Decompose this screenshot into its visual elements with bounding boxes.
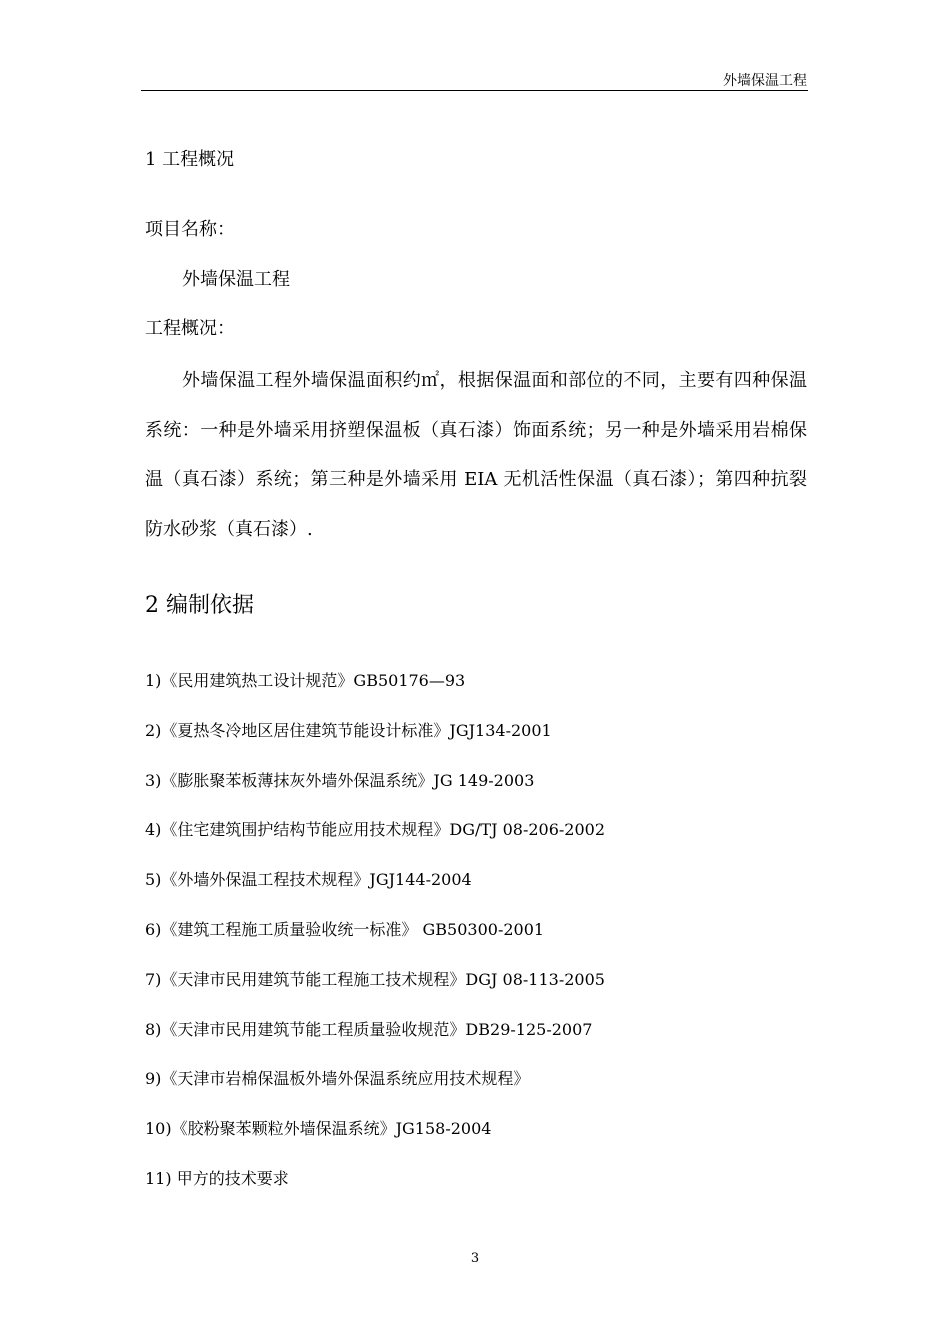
reference-item: 2)《夏热冬冷地区居住建筑节能设计标准》JGJ134-2001: [145, 720, 552, 740]
overview-paragraph: 外墙保温工程外墙保温面积约㎡，根据保温面和部位的不同，主要有四种保温系统：一种是外墙采用挤塑保温板（真石漆）饰面系统；另一种是外墙采用岩棉保温（真石漆）系统；第三种是外墙采用 EIA 无机活性保温（真石漆）；第四种抗裂防水砂浆（真石漆）.: [145, 370, 807, 540]
reference-item: 5)《外墙外保温工程技术规程》JGJ144-2004: [145, 870, 472, 890]
reference-item: 10)《胶粉聚苯颗粒外墙保温系统》JG158-2004: [145, 1119, 492, 1139]
reference-item: 7)《天津市民用建筑节能工程施工技术规程》DGJ 08-113-2005: [145, 969, 605, 989]
reference-item: 3)《膨胀聚苯板薄抹灰外墙外保温系统》JG 149-2003: [145, 770, 535, 790]
reference-item: 8)《天津市民用建筑节能工程质量验收规范》DB29-125-2007: [145, 1019, 593, 1039]
project-name-value: 外墙保温工程: [182, 269, 290, 290]
reference-item: 1)《民用建筑热工设计规范》GB50176—93: [145, 671, 466, 690]
header-title: 外墙保温工程: [723, 73, 807, 89]
page-number: 3: [470, 1251, 480, 1266]
reference-list: [145, 669, 605, 1217]
reference-item: 11) 甲方的技术要求: [145, 1168, 289, 1188]
overview-label: 工程概况：: [145, 318, 235, 339]
section-1-heading: 1 工程概况: [145, 149, 235, 170]
header-divider: [141, 90, 808, 91]
section-2-heading: 2 编制依据: [145, 593, 254, 618]
reference-item: 4)《住宅建筑围护结构节能应用技术规程》DG/TJ 08-206-2002: [145, 820, 606, 840]
reference-item: 6)《建筑工程施工质量验收统一标准》 GB50300-2001: [145, 919, 545, 939]
reference-item: 9)《天津市岩棉保温板外墙外保温系统应用技术规程》: [145, 1069, 530, 1089]
project-name-label: 项目名称：: [145, 219, 235, 240]
